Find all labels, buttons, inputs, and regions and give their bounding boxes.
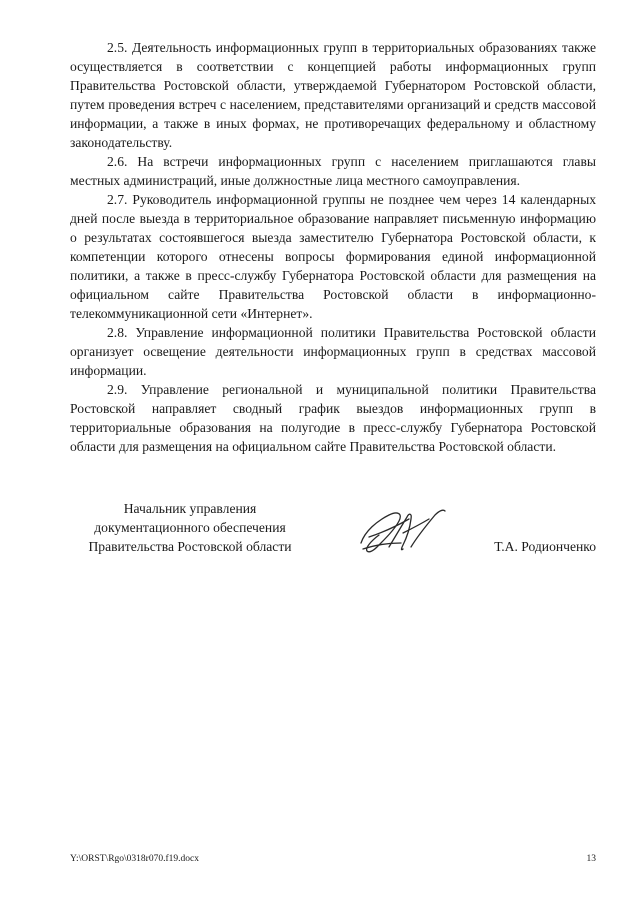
signer-position (70, 499, 310, 556)
signature-block (70, 499, 596, 569)
paragraph-2-8: 2.8. Управление информационной политики Правительства Ростовской области организует освещение деятельности информационных групп в средствах массовой информации. (70, 325, 596, 378)
paragraph-2-7: 2.7. Руководитель информационной группы не позднее чем через 14 календарных дней после выезда в территориальное образование направляет письменную информацию о результатах состоявшегося выезда заместителю Губернатора Ростовской области, к компетенции которого отнесены вопросы формирования единой информационной политики, а также в пресс-службу Губернатора Ростовской области для размещения на официальном сайте Правительства Ростовской области в информационно-телекоммуникационной сети «Интернет». (70, 192, 596, 321)
paragraph-2-5: 2.5. Деятельность информационных групп в территориальных образованиях также осуществляется в соответствии с концепцией работы информационных групп Правительства Ростовской области, утверждаемой Губернатором Ростовской области, путем проведения встреч с населением, представителями организаций и средств массовой информации, а также в иных формах, не противоречащих федеральному и областному законодательству. (70, 40, 596, 150)
signer-position-line-3: Правительства Ростовской области (88, 539, 292, 554)
page-number: 13 (586, 854, 596, 864)
handwritten-signature-image (355, 503, 450, 563)
signer-name: Т.А. Родионченко (494, 539, 596, 554)
signer-position-line-1: Начальник управления (123, 501, 257, 516)
paragraph-2-6: 2.6. На встречи информационных групп с населением приглашаются главы местных администраций, иные должностные лица местного самоуправления. (70, 154, 596, 188)
signer-position-line-2: документационного обеспечения (94, 520, 286, 535)
paragraph-2-9: 2.9. Управление региональной и муниципальной политики Правительства Ростовской направляет сводный график выездов информационных групп в территориальные образования на полугодие в пресс-службу Губернатора Ростовской области для размещения на официальном сайте Правительства Ростовской области. (70, 382, 596, 454)
document-body (70, 38, 596, 456)
footer-file-path: Y:\ORST\Rgo\0318r070.f19.docx (70, 854, 199, 864)
